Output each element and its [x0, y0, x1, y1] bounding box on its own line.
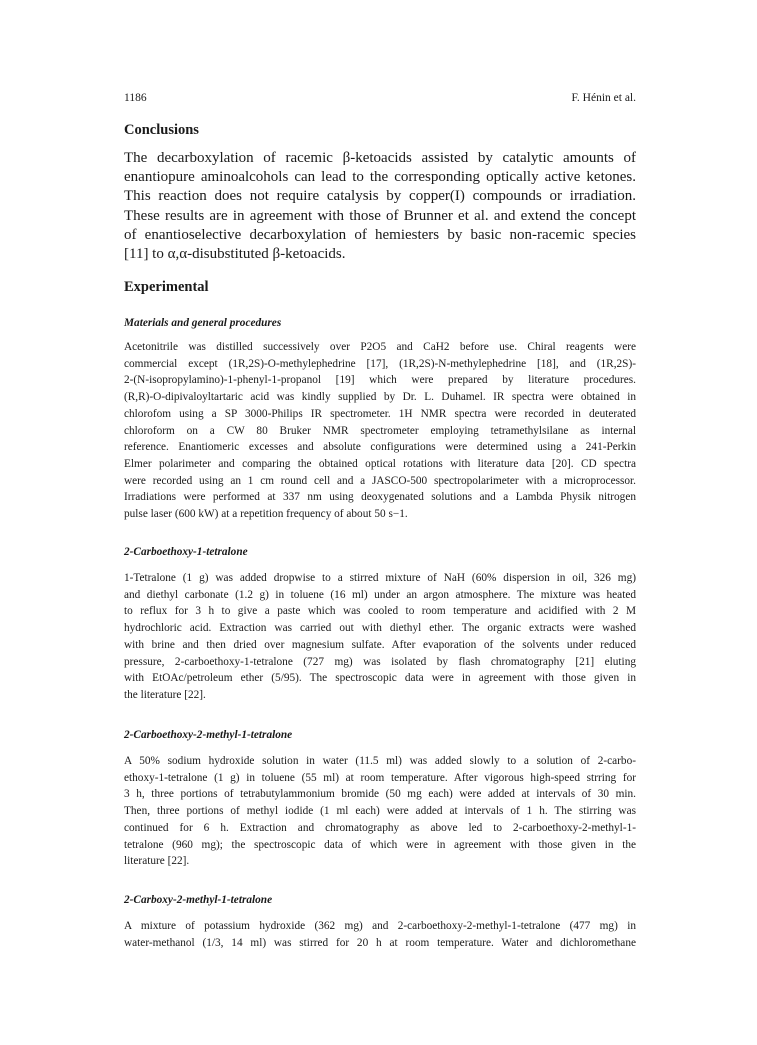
text-line: with brine and then dried over magnesium sulfate. After evaporation of the solvents under reduced [124, 638, 636, 651]
text-line: were recorded using an 1 cm round cell and a JASCO-500 spectropolarimeter with a microprocessor. [124, 474, 636, 487]
text-line: The decarboxylation of racemic β-ketoacids assisted by catalytic amounts of [124, 150, 636, 166]
text-line: 2-(N-isopropylamino)-1-phenyl-1-propanol [19] which were prepared by literature procedures. [124, 374, 636, 387]
experimental-heading: Experimental [124, 279, 209, 295]
materials-heading: Materials and general procedures [124, 317, 282, 329]
text-line: Irradiations were performed at 337 nm using deoxygenated solutions and a Lambda Physik nitrogen [124, 491, 636, 504]
text-line: pressure, 2-carboethoxy-1-tetralone (727 mg) was isolated by flash chromatography [21] eluting [124, 655, 636, 668]
text-line: and diethyl carbonate (1.2 g) in toluene (16 ml) under an argon atmosphere. The mixture was heated [124, 588, 636, 601]
section-paragraph-methyl-tetralone [124, 753, 636, 870]
text-line: to reflux for 3 h to give a paste which was cooled to room temperature and acidified with 2 M [124, 605, 636, 618]
conclusions-heading: Conclusions [124, 122, 199, 138]
text-line: with EtOAc/petroleum ether (5/95). The spectroscopic data were in agreement with those given in [124, 672, 636, 685]
text-line: reference. Enantiomeric excesses and absolute configurations were determined using a 241-Perkin [124, 441, 636, 454]
section-paragraph-carboxy-tetralone [124, 918, 636, 951]
text-line: enantiopure aminoalcohols can lead to the corresponding optically active ketones. [124, 169, 636, 186]
text-line: hydrochloric acid. Extraction was carried out with diethyl ether. The organic extracts were washed [124, 622, 636, 635]
text-line: chlorofom using a SP 3000-Philips IR spectrometer. 1H NMR spectra were recorded in deuterated [124, 407, 636, 420]
text-line: This reaction does not require catalysis by copper(I) compounds or irradiation. [124, 188, 636, 205]
text-line: of enantioselective decarboxylation of hemiesters by basic non-racemic species [124, 226, 636, 243]
materials-paragraph [124, 339, 636, 523]
text-line: These results are in agreement with those of Brunner et al. and extend the concept [124, 207, 636, 224]
text-line: 3 h, three portions of tetrabutylammonium bromide (50 mg each) were added at intervals of 30 min. [124, 788, 636, 801]
section-heading-methyl-tetralone: 2-Carboethoxy-2-methyl-1-tetralone [124, 729, 293, 741]
section-heading-tetralone: 2-Carboethoxy-1-tetralone [124, 546, 248, 558]
text-line: A mixture of potassium hydroxide (362 mg) and 2-carboethoxy-2-methyl-1-tetralone (477 mg) in [124, 920, 636, 932]
text-line: [11] to α,α-disubstituted β-ketoacids. [124, 246, 346, 263]
running-authors: F. Hénin et al. [571, 92, 636, 104]
text-line: ethoxy-1-tetralone (1 g) in toluene (55 ml) at room temperature. After vigorous high-speed strring for [124, 771, 636, 784]
text-line: literature [22]. [124, 855, 190, 868]
text-line: A 50% sodium hydroxide solution in water (11.5 ml) was added slowly to a solution of 2-carbo- [124, 755, 636, 767]
text-line: Acetonitrile was distilled successively over P2O5 and CaH2 before use. Chiral reagents were [124, 341, 636, 353]
text-line: the literature [22]. [124, 688, 206, 701]
text-line: commercial except (1R,2S)-O-methylephedrine [17], (1R,2S)-N-methylephedrine [18], and (1R,2S)- [124, 357, 636, 370]
text-line: (R,R)-O-dipivaloyltartaric acid was kindly supplied by Dr. L. Duhamel. IR spectra were obtained in [124, 391, 636, 404]
section-heading-carboxy-tetralone: 2-Carboxy-2-methyl-1-tetralone [124, 894, 273, 906]
page-number: 1186 [124, 92, 147, 104]
running-header [124, 92, 636, 108]
text-line: chloroform on a CW 80 Bruker NMR spectrometer employing tetramethylsilane as internal [124, 424, 636, 437]
conclusions-paragraph [124, 149, 636, 264]
text-line: water-methanol (1/3, 14 ml) was stirred for 20 h at room temperature. Water and dichloromethane [124, 936, 636, 949]
text-line: Elmer polarimeter and comparing the obtained optical rotations with literature data [20]. CD spectra [124, 457, 636, 470]
section-paragraph-tetralone [124, 570, 636, 704]
text-line: 1-Tetralone (1 g) was added dropwise to a stirred mixture of NaH (60% dispersion in oil, 326 mg) [124, 572, 636, 584]
text-line: pulse laser (600 kW) at a repetition frequency of about 50 s−1. [124, 508, 408, 521]
text-line: continued for 6 h. Extraction and chromatography as above led to 2-carboethoxy-2-methyl-1- [124, 821, 636, 834]
text-line: tetralone (960 mg); the spectroscopic data of which were in agreement with those given in the [124, 838, 636, 851]
text-line: Then, three portions of methyl iodide (1 ml each) were added at intervals of 1 h. The stirring was [124, 805, 636, 818]
